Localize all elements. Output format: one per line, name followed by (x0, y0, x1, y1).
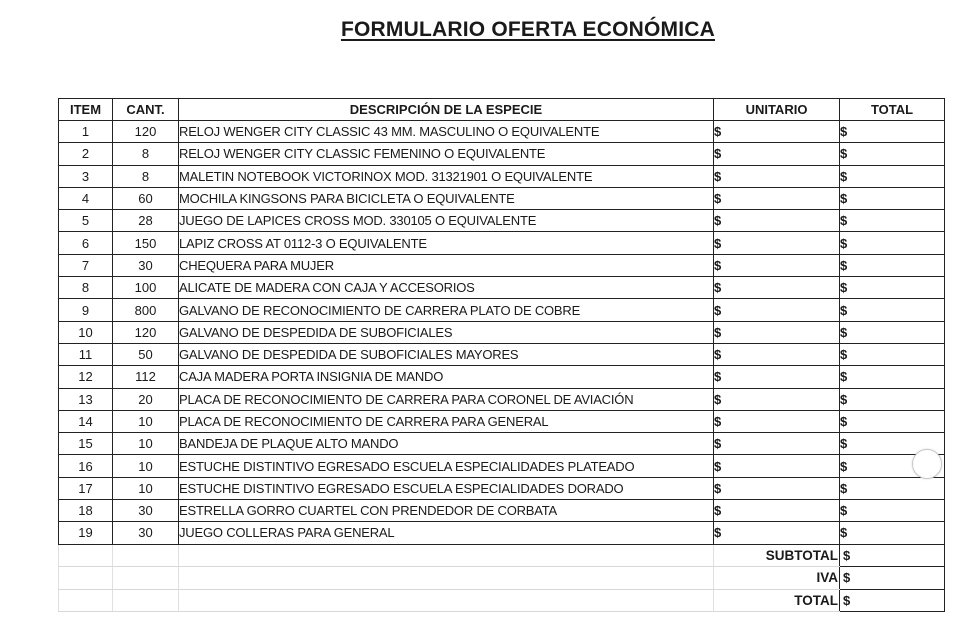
unit-price-field[interactable]: $ (714, 121, 840, 143)
table-row (59, 254, 945, 276)
item-number: 6 (59, 232, 113, 254)
table-header-row (59, 99, 945, 121)
description: PLACA DE RECONOCIMIENTO DE CARRERA PARA CORONEL DE AVIACIÓN (179, 388, 714, 410)
quantity: 8 (113, 143, 179, 165)
iva-row (59, 567, 945, 590)
table-row (59, 343, 945, 365)
item-number: 12 (59, 366, 113, 388)
quantity: 100 (113, 277, 179, 299)
quantity: 10 (113, 477, 179, 499)
total-field[interactable]: $ (840, 589, 945, 612)
unit-price-field[interactable]: $ (714, 187, 840, 209)
description: MALETIN NOTEBOOK VICTORINOX MOD. 31321901 O EQUIVALENTE (179, 165, 714, 187)
header-description: DESCRIPCIÓN DE LA ESPECIE (179, 99, 714, 121)
description: MOCHILA KINGSONS PARA BICICLETA O EQUIVALENTE (179, 187, 714, 209)
quantity: 120 (113, 121, 179, 143)
quantity: 8 (113, 165, 179, 187)
quantity: 10 (113, 455, 179, 477)
description: GALVANO DE DESPEDIDA DE SUBOFICIALES (179, 321, 714, 343)
line-total-field[interactable]: $ (840, 165, 945, 187)
description: BANDEJA DE PLAQUE ALTO MANDO (179, 433, 714, 455)
iva-label: IVA (714, 567, 840, 590)
line-total-field[interactable]: $ (840, 232, 945, 254)
unit-price-field[interactable]: $ (714, 433, 840, 455)
item-number: 18 (59, 500, 113, 522)
line-total-field[interactable]: $ (840, 277, 945, 299)
quantity: 30 (113, 254, 179, 276)
table-row (59, 366, 945, 388)
unit-price-field[interactable]: $ (714, 165, 840, 187)
line-total-field[interactable]: $ (840, 121, 945, 143)
quantity: 20 (113, 388, 179, 410)
blank-cell (59, 589, 113, 612)
quantity: 150 (113, 232, 179, 254)
table-row (59, 455, 945, 477)
description: RELOJ WENGER CITY CLASSIC 43 MM. MASCULINO O EQUIVALENTE (179, 121, 714, 143)
description: ESTUCHE DISTINTIVO EGRESADO ESCUELA ESPECIALIDADES PLATEADO (179, 455, 714, 477)
blank-cell (59, 544, 113, 567)
item-number: 10 (59, 321, 113, 343)
description: LAPIZ CROSS AT 0112-3 O EQUIVALENTE (179, 232, 714, 254)
blank-cell (179, 544, 714, 567)
item-number: 19 (59, 522, 113, 544)
line-total-field[interactable]: $ (840, 143, 945, 165)
item-number: 9 (59, 299, 113, 321)
description: GALVANO DE RECONOCIMIENTO DE CARRERA PLATO DE COBRE (179, 299, 714, 321)
item-number: 3 (59, 165, 113, 187)
description: ALICATE DE MADERA CON CAJA Y ACCESORIOS (179, 277, 714, 299)
unit-price-field[interactable]: $ (714, 277, 840, 299)
table-row (59, 321, 945, 343)
description: JUEGO DE LAPICES CROSS MOD. 330105 O EQUIVALENTE (179, 210, 714, 232)
table-row (59, 165, 945, 187)
quantity: 30 (113, 522, 179, 544)
unit-price-field[interactable]: $ (714, 254, 840, 276)
table-row (59, 477, 945, 499)
item-number: 16 (59, 455, 113, 477)
unit-price-field[interactable]: $ (714, 210, 840, 232)
line-total-field[interactable]: $ (840, 433, 945, 455)
item-number: 17 (59, 477, 113, 499)
table-row (59, 388, 945, 410)
unit-price-field[interactable]: $ (714, 477, 840, 499)
table-row (59, 187, 945, 209)
blank-cell (113, 589, 179, 612)
description: JUEGO COLLERAS PARA GENERAL (179, 522, 714, 544)
quantity: 28 (113, 210, 179, 232)
unit-price-field[interactable]: $ (714, 366, 840, 388)
description: GALVANO DE DESPEDIDA DE SUBOFICIALES MAYORES (179, 343, 714, 365)
line-total-field[interactable]: $ (840, 477, 945, 499)
quantity: 120 (113, 321, 179, 343)
item-number: 15 (59, 433, 113, 455)
description: ESTUCHE DISTINTIVO EGRESADO ESCUELA ESPECIALIDADES DORADO (179, 477, 714, 499)
line-total-field[interactable]: $ (840, 455, 945, 477)
item-number: 8 (59, 277, 113, 299)
table-row (59, 299, 945, 321)
unit-price-field[interactable]: $ (714, 299, 840, 321)
punch-hole-mark-icon (912, 449, 942, 479)
description: RELOJ WENGER CITY CLASSIC FEMENINO O EQUIVALENTE (179, 143, 714, 165)
line-total-field[interactable]: $ (840, 500, 945, 522)
quantity: 112 (113, 366, 179, 388)
item-number: 1 (59, 121, 113, 143)
table-row (59, 522, 945, 544)
total-row (59, 589, 945, 612)
description: PLACA DE RECONOCIMIENTO DE CARRERA PARA GENERAL (179, 410, 714, 432)
unit-price-field[interactable]: $ (714, 388, 840, 410)
quantity: 800 (113, 299, 179, 321)
total-label: TOTAL (714, 589, 840, 612)
line-total-field[interactable]: $ (840, 187, 945, 209)
unit-price-field[interactable]: $ (714, 410, 840, 432)
unit-price-field[interactable]: $ (714, 522, 840, 544)
table-row (59, 410, 945, 432)
table-row (59, 277, 945, 299)
line-total-field[interactable]: $ (840, 210, 945, 232)
table-row (59, 143, 945, 165)
page-title: FORMULARIO OFERTA ECONÓMICA (340, 18, 716, 41)
subtotal-field[interactable]: $ (840, 544, 945, 567)
line-total-field[interactable]: $ (840, 410, 945, 432)
table-row (59, 210, 945, 232)
item-number: 4 (59, 187, 113, 209)
blank-cell (179, 589, 714, 612)
offer-table (58, 98, 945, 612)
item-number: 2 (59, 143, 113, 165)
description: CAJA MADERA PORTA INSIGNIA DE MANDO (179, 366, 714, 388)
header-total: TOTAL (840, 99, 945, 121)
quantity: 60 (113, 187, 179, 209)
quantity: 10 (113, 410, 179, 432)
line-total-field[interactable]: $ (840, 522, 945, 544)
blank-cell (59, 567, 113, 590)
description: CHEQUERA PARA MUJER (179, 254, 714, 276)
quantity: 10 (113, 433, 179, 455)
unit-price-field[interactable]: $ (714, 232, 840, 254)
item-number: 7 (59, 254, 113, 276)
line-total-field[interactable]: $ (840, 254, 945, 276)
quantity: 50 (113, 343, 179, 365)
line-total-field[interactable]: $ (840, 321, 945, 343)
quantity: 30 (113, 500, 179, 522)
line-total-field[interactable]: $ (840, 343, 945, 365)
blank-cell (113, 567, 179, 590)
unit-price-field[interactable]: $ (714, 321, 840, 343)
item-number: 14 (59, 410, 113, 432)
blank-cell (179, 567, 714, 590)
unit-price-field[interactable]: $ (714, 143, 840, 165)
subtotal-row (59, 544, 945, 567)
table-row (59, 433, 945, 455)
line-total-field[interactable]: $ (840, 388, 945, 410)
item-number: 11 (59, 343, 113, 365)
table-row (59, 500, 945, 522)
header-item: ITEM (59, 99, 113, 121)
iva-field[interactable]: $ (840, 567, 945, 590)
item-number: 13 (59, 388, 113, 410)
unit-price-field[interactable]: $ (714, 455, 840, 477)
header-unit-price: UNITARIO (714, 99, 840, 121)
subtotal-label: SUBTOTAL (714, 544, 840, 567)
header-cant: CANT. (113, 99, 179, 121)
line-total-field[interactable]: $ (840, 366, 945, 388)
blank-cell (113, 544, 179, 567)
description: ESTRELLA GORRO CUARTEL CON PRENDEDOR DE CORBATA (179, 500, 714, 522)
table-row (59, 121, 945, 143)
item-number: 5 (59, 210, 113, 232)
unit-price-field[interactable]: $ (714, 500, 840, 522)
line-total-field[interactable]: $ (840, 299, 945, 321)
table-row (59, 232, 945, 254)
unit-price-field[interactable]: $ (714, 343, 840, 365)
